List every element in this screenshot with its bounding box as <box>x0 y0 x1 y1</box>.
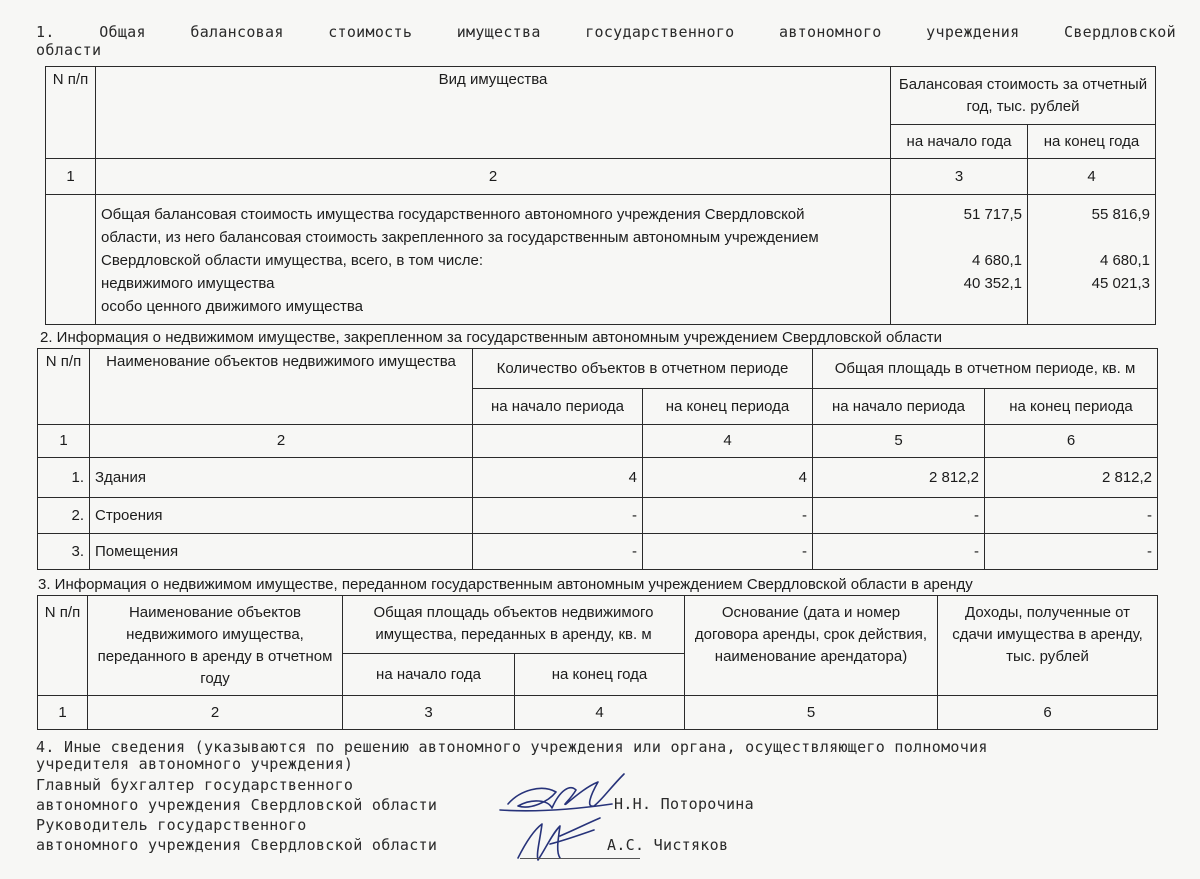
area-end-header: на конец года <box>515 654 685 696</box>
accountant-role: Главный бухгалтер государственного автономного учреждения Свердловской области <box>36 776 438 814</box>
count-start: - <box>473 498 643 534</box>
realty-table <box>37 348 1158 570</box>
section1-title: 1. Общая балансовая стоимость имущества государственного автономного учреждения Свердловской <box>36 23 1176 41</box>
col-area-header: Общая площадь объектов недвижимого имущества, переданных в аренду, кв. м <box>343 596 685 654</box>
colnum-1: 1 <box>38 696 88 730</box>
colnum-6: 6 <box>938 696 1158 730</box>
count-end-header: на конец периода <box>643 389 813 425</box>
col-end-header: на конец года <box>1028 125 1156 159</box>
col-type-header: Вид имущества <box>96 67 891 159</box>
row-num: 2. <box>38 498 90 534</box>
colnum-3: 3 <box>343 696 515 730</box>
row-num <box>46 195 96 325</box>
area-end: 2 812,2 <box>985 458 1158 498</box>
table-row <box>38 498 1158 534</box>
table-row <box>38 458 1158 498</box>
col-num-header: N п/п <box>46 67 96 159</box>
row-num: 1. <box>38 458 90 498</box>
area-end-header: на конец периода <box>985 389 1158 425</box>
area-end: - <box>985 498 1158 534</box>
count-end: 4 <box>643 458 813 498</box>
colnum-5: 5 <box>813 425 985 458</box>
col-num-header: N п/п <box>38 596 88 696</box>
colnum-4: 4 <box>643 425 813 458</box>
section4-text: 4. Иные сведения (указываются по решению автономного учреждения или органа, осуществляющего полномочия учредителя автономного учреждения) <box>36 738 988 773</box>
area-start-header: на начало периода <box>813 389 985 425</box>
col-balance-header: Балансовая стоимость за отчетный год, тыс. рублей <box>891 67 1156 125</box>
col-num-header: N п/п <box>38 349 90 425</box>
head-signature <box>518 818 600 860</box>
count-end: - <box>643 498 813 534</box>
area-start: - <box>813 534 985 570</box>
accountant-signature <box>500 774 624 811</box>
signature-scribbles <box>490 760 640 870</box>
section1-title-cont: области <box>36 41 102 59</box>
count-start: 4 <box>473 458 643 498</box>
area-end: - <box>985 534 1158 570</box>
colnum-4: 4 <box>1028 159 1156 195</box>
count-end: - <box>643 534 813 570</box>
col-name-header: Наименование объектов недвижимого имущества, переданного в аренду в отчетном году <box>88 596 343 696</box>
colnum-4: 4 <box>515 696 685 730</box>
col-name-header: Наименование объектов недвижимого имущества <box>90 349 473 425</box>
row-name: Строения <box>90 498 473 534</box>
section2-title: 2. Информация о недвижимом имуществе, закрепленном за государственным автономным учреждением Свердловской области <box>40 329 943 346</box>
row-name: Здания <box>90 458 473 498</box>
count-start: - <box>473 534 643 570</box>
colnum-2: 2 <box>88 696 343 730</box>
colnum-2: 2 <box>96 159 891 195</box>
head-role: Руководитель государственного автономного учреждения Свердловской области <box>36 816 438 854</box>
signature-line <box>520 858 640 859</box>
row-num: 3. <box>38 534 90 570</box>
head-name: А.С. Чистяков <box>607 836 729 854</box>
section3-title: 3. Информация о недвижимом имуществе, переданном государственным автономным учреждением Свердловской области в аренду <box>38 576 973 593</box>
colnum-3: 3 <box>891 159 1028 195</box>
start-values: 51 717,5 4 680,1 40 352,1 <box>891 195 1028 325</box>
colnum-6: 6 <box>985 425 1158 458</box>
end-values: 55 816,9 4 680,1 45 021,3 <box>1028 195 1156 325</box>
col-count-header: Количество объектов в отчетном периоде <box>473 349 813 389</box>
area-start: - <box>813 498 985 534</box>
table-row <box>38 534 1158 570</box>
colnum-1: 1 <box>46 159 96 195</box>
row-name: Помещения <box>90 534 473 570</box>
colnum-5: 5 <box>685 696 938 730</box>
balance-table <box>45 66 1156 325</box>
col-basis-header: Основание (дата и номер договора аренды, срок действия, наименование арендатора) <box>685 596 938 696</box>
row-description: Общая балансовая стоимость имущества государственного автономного учреждения Свердловской области, из него балансовая стоимость закрепленного за государственным автономным учреждением Свердловской области имущества, всего, в том числе: недвижимого имущества особо ценного движимого имущества <box>96 195 891 325</box>
col-income-header: Доходы, полученные от сдачи имущества в аренду, тыс. рублей <box>938 596 1158 696</box>
count-start-header: на начало периода <box>473 389 643 425</box>
col-area-header: Общая площадь в отчетном периоде, кв. м <box>813 349 1158 389</box>
colnum-3 <box>473 425 643 458</box>
col-start-header: на начало года <box>891 125 1028 159</box>
area-start: 2 812,2 <box>813 458 985 498</box>
area-start-header: на начало года <box>343 654 515 696</box>
colnum-1: 1 <box>38 425 90 458</box>
accountant-name: Н.Н. Поторочина <box>614 795 754 813</box>
rent-table <box>37 595 1158 730</box>
colnum-2: 2 <box>90 425 473 458</box>
